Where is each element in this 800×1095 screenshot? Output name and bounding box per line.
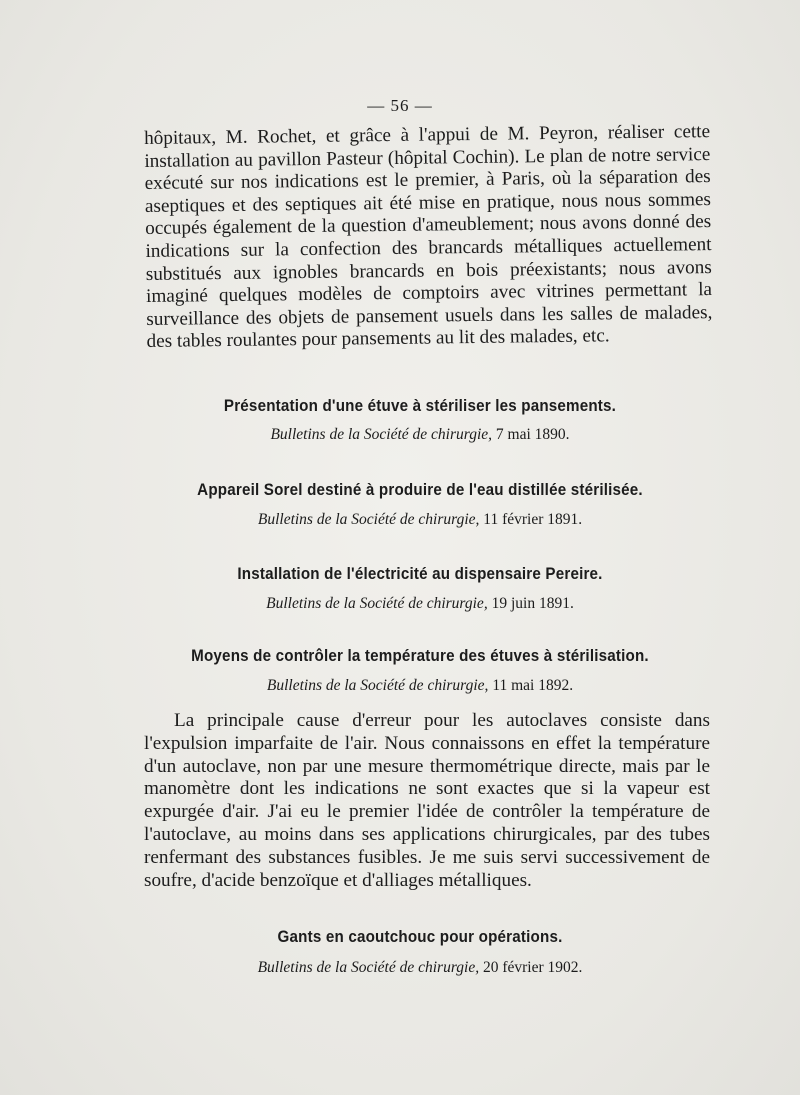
citation-date: 7 mai 1890.: [495, 426, 570, 443]
section-heading-etuve: Présentation d'une étuve à stériliser les pansements.: [223, 397, 617, 415]
section-heading-gants: Gants en caoutchouc pour opérations.: [277, 928, 563, 946]
autoclave-paragraph: La principale cause d'erreur pour les autoclaves consiste dans l'expulsion imparfaite de l'air. Nous connaissons en effet la température d'un autoclave, non par une mesure thermométrique directe, mais par le manomètre dont les indications ne sont exactes que si la vapeur est expurgée d'air. J'ai eu le premier l'idée de contrôler la température de l'autoclave, au moins dans ses applications chirurgicales, par des tubes renfermant des substances fusibles. Je me suis servi successivement de soufre, d'acide benzoïque et d'alliages métalliques.: [144, 710, 710, 891]
citation-electricite: [120, 595, 720, 613]
citation-appareil-sorel: [120, 511, 720, 529]
citation-temperature-etuves: [120, 677, 720, 695]
section-heading-appareil-sorel: Appareil Sorel destiné à produire de l'eau distillée stérilisée.: [197, 481, 643, 499]
citation-source: Bulletins de la Société de chirurgie,: [266, 677, 489, 694]
section-heading-electricite: Installation de l'électricité au dispensaire Pereire.: [237, 565, 603, 583]
citation-date: 19 juin 1891.: [491, 595, 574, 612]
section-heading-temperature-etuves: Moyens de contrôler la température des étuves à stérilisation.: [191, 647, 649, 665]
page-number: — 56 —: [367, 96, 433, 115]
citation-date: 20 février 1902.: [482, 959, 583, 976]
citation-date: 11 février 1891.: [483, 511, 583, 528]
citation-etuve: [120, 426, 720, 444]
citation-source: Bulletins de la Société de chirurgie,: [266, 595, 488, 612]
citation-gants: [120, 959, 720, 977]
citation-date: 11 mai 1892.: [492, 677, 574, 694]
intro-paragraph: hôpitaux, M. Rochet, et grâce à l'appui de M. Peyron, réaliser cette installation au pavillon Pasteur (hôpital Cochin). Le plan de notre service exécuté sur nos indications est le premier, à Paris, où la séparation des aseptiques et des septiques ait été mise en pratique, nous nous sommes occupés également de la question d'ameublement; nous avons donné des indications sur la confection des brancards métalliques actuellement substitués aux ignobles brancards en bois préexistants; nous avons imaginé quelques modèles de comptoirs avec vitrines permettant la surveillance des objets de pansement usuels dans les salles de malades, des tables roulantes pour pansements au lit des malades, etc.: [144, 121, 713, 353]
citation-source: Bulletins de la Société de chirurgie,: [257, 959, 480, 976]
citation-source: Bulletins de la Société de chirurgie,: [257, 511, 480, 528]
citation-source: Bulletins de la Société de chirurgie,: [270, 426, 493, 443]
